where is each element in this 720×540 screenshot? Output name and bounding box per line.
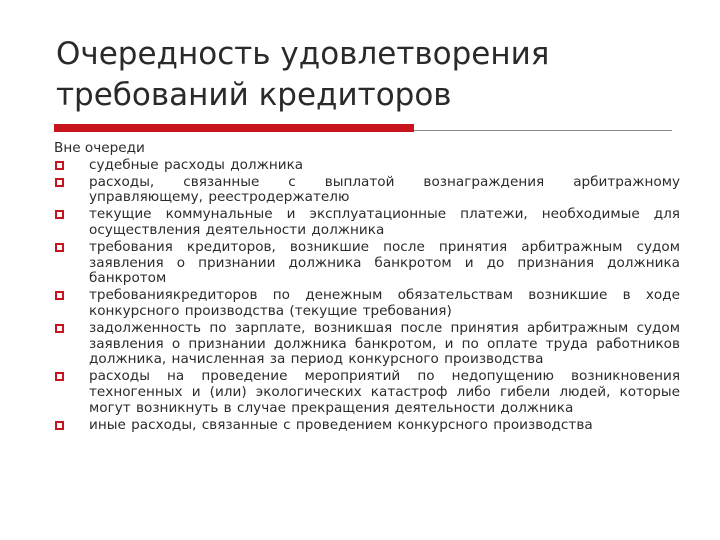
list-item-text: требованиякредиторов по денежным обязательствам возникшие в ходе конкурсного производства (текущие требования) [89, 287, 680, 319]
list-item-text: требования кредиторов, возникшие после принятия арбитражным судом заявления о признании должника банкротом и до признания должника банкротом [89, 239, 680, 287]
hollow-square-icon [55, 324, 64, 333]
list-item-text: расходы на проведение мероприятий по недопущению возникновения техногенных и (или) экологических катастроф либо гибели людей, которые могут возникнуть в случае прекращения деятельности должника [89, 368, 680, 416]
list-item [54, 288, 680, 319]
list-item [54, 321, 680, 368]
list-item-text: расходы, связанные с выплатой вознаграждения арбитражному управляющему, реестродержателю [89, 173, 680, 206]
hollow-square-icon [55, 421, 64, 430]
hollow-square-icon [55, 291, 64, 300]
list-item-text: судебные расходы должника [89, 156, 304, 173]
title-line-1: Очередность удовлетворения [56, 36, 550, 72]
hollow-square-icon [55, 178, 64, 187]
title-line-2: требований кредиторов [56, 77, 452, 113]
list-item [54, 207, 680, 238]
list-item [54, 369, 680, 416]
list-item-text: иные расходы, связанные с проведением конкурсного производства [89, 416, 593, 433]
list-item [54, 240, 680, 287]
list-item [54, 158, 680, 174]
hollow-square-icon [55, 372, 64, 381]
hollow-square-icon [55, 243, 64, 252]
hollow-square-icon [55, 210, 64, 219]
hollow-square-icon [55, 161, 64, 170]
lead-text: Вне очереди [54, 140, 145, 156]
slide-title [56, 34, 676, 116]
list-item-text: текущие коммунальные и эксплуатационные платежи, необходимые для осуществления деятельности должника [89, 206, 680, 238]
bullet-list [54, 158, 680, 434]
list-item [54, 418, 680, 434]
slide-body [54, 141, 680, 435]
list-item-text: задолженность по зарплате, возникшая после принятия арбитражным судом заявления о признании должника банкротом, и по оплате труда работников должника, начисленная за период конкурсного производства [89, 320, 680, 368]
list-item [54, 175, 680, 206]
title-divider-red [54, 124, 414, 132]
